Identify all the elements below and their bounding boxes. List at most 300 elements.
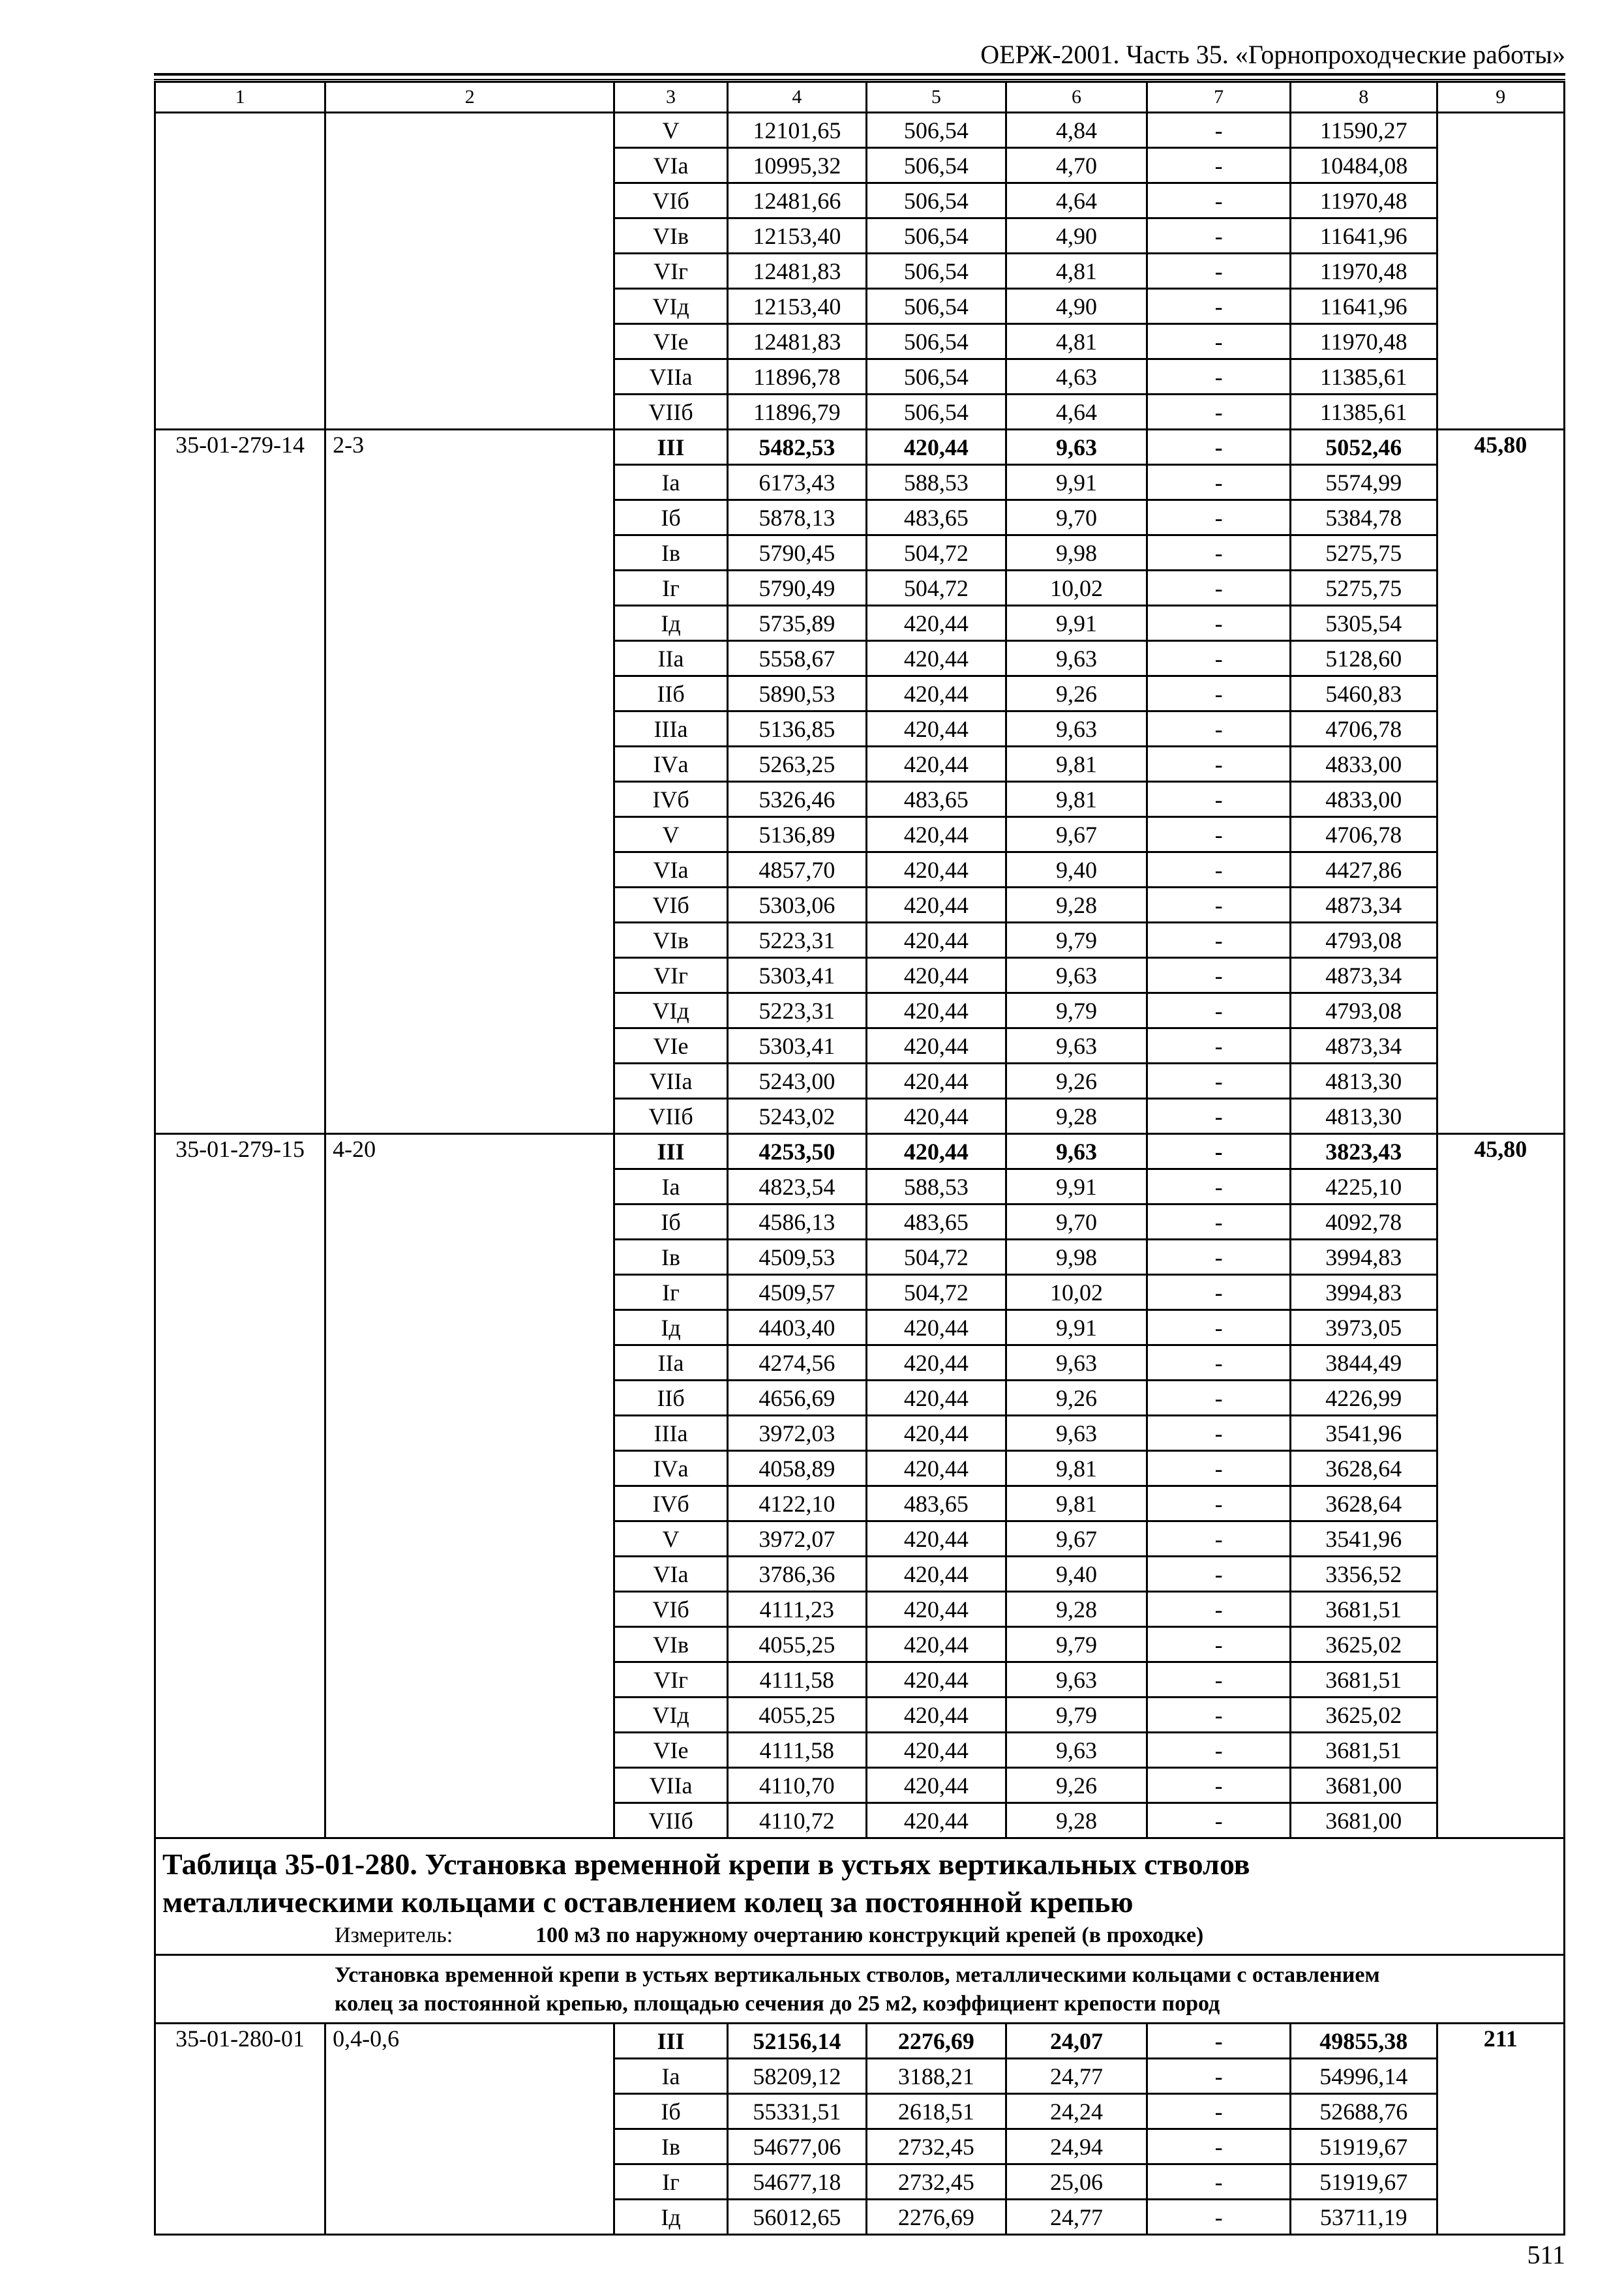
wages: 420,44 bbox=[867, 1381, 1006, 1416]
machinist-wages: - bbox=[1147, 1064, 1291, 1099]
machinist-wages: - bbox=[1147, 1275, 1291, 1310]
machines: 9,79 bbox=[1006, 923, 1147, 958]
materials: 5574,99 bbox=[1290, 465, 1437, 500]
region: IIIа bbox=[614, 711, 727, 747]
wages: 2732,45 bbox=[867, 2164, 1006, 2200]
labor-cost bbox=[1437, 571, 1564, 606]
rate-code bbox=[155, 395, 325, 430]
total-cost: 12153,40 bbox=[727, 218, 867, 254]
region: VIг bbox=[614, 1662, 727, 1698]
total-cost: 4111,23 bbox=[727, 1592, 867, 1627]
machinist-wages: - bbox=[1147, 1204, 1291, 1240]
labor-cost bbox=[1437, 1521, 1564, 1557]
wages: 2276,69 bbox=[867, 2024, 1006, 2059]
rate-code bbox=[155, 1204, 325, 1240]
rock-strength bbox=[325, 535, 614, 571]
column-number-row bbox=[155, 82, 1565, 113]
table-row bbox=[155, 1381, 1565, 1416]
total-cost: 12153,40 bbox=[727, 289, 867, 324]
machinist-wages: - bbox=[1147, 1733, 1291, 1768]
wages: 504,72 bbox=[867, 571, 1006, 606]
rock-strength bbox=[325, 1557, 614, 1592]
table-row bbox=[155, 254, 1565, 289]
rate-code bbox=[155, 1064, 325, 1099]
machines: 24,77 bbox=[1006, 2200, 1147, 2235]
materials: 4873,34 bbox=[1290, 958, 1437, 993]
labor-cost bbox=[1437, 606, 1564, 641]
total-cost: 5558,67 bbox=[727, 641, 867, 676]
machines: 9,63 bbox=[1006, 1028, 1147, 1064]
table-row bbox=[155, 395, 1565, 430]
machines: 9,63 bbox=[1006, 641, 1147, 676]
region: VIа bbox=[614, 148, 727, 183]
table-row bbox=[155, 218, 1565, 254]
materials: 3681,51 bbox=[1290, 1733, 1437, 1768]
machines: 9,40 bbox=[1006, 852, 1147, 888]
wages: 420,44 bbox=[867, 852, 1006, 888]
rate-code bbox=[155, 2094, 325, 2129]
wages: 506,54 bbox=[867, 148, 1006, 183]
materials: 3541,96 bbox=[1290, 1521, 1437, 1557]
region: IVа bbox=[614, 1451, 727, 1486]
machines: 9,26 bbox=[1006, 1381, 1147, 1416]
rock-strength bbox=[325, 2129, 614, 2164]
rock-strength bbox=[325, 113, 614, 148]
labor-cost bbox=[1437, 888, 1564, 923]
materials: 11385,61 bbox=[1290, 395, 1437, 430]
rate-code bbox=[155, 923, 325, 958]
region: Iб bbox=[614, 2094, 727, 2129]
region: IVб bbox=[614, 782, 727, 817]
labor-cost bbox=[1437, 1698, 1564, 1733]
materials: 53711,19 bbox=[1290, 2200, 1437, 2235]
table-row bbox=[155, 1698, 1565, 1733]
table-row bbox=[155, 676, 1565, 711]
wages: 506,54 bbox=[867, 359, 1006, 395]
region: VIб bbox=[614, 183, 727, 218]
table-row bbox=[155, 1803, 1565, 1838]
wages: 483,65 bbox=[867, 500, 1006, 535]
materials: 3681,00 bbox=[1290, 1768, 1437, 1803]
wages: 506,54 bbox=[867, 289, 1006, 324]
total-cost: 4253,50 bbox=[727, 1134, 867, 1169]
region: V bbox=[614, 113, 727, 148]
rock-strength bbox=[325, 817, 614, 852]
rate-code bbox=[155, 1451, 325, 1486]
materials: 5460,83 bbox=[1290, 676, 1437, 711]
labor-cost bbox=[1437, 1345, 1564, 1381]
total-cost: 4055,25 bbox=[727, 1627, 867, 1662]
table-row bbox=[155, 1345, 1565, 1381]
machines: 24,07 bbox=[1006, 2024, 1147, 2059]
rock-strength bbox=[325, 1381, 614, 1416]
rate-code: 35-01-280-01 bbox=[155, 2024, 325, 2059]
materials: 51919,67 bbox=[1290, 2129, 1437, 2164]
table-row bbox=[155, 324, 1565, 359]
table-row bbox=[155, 183, 1565, 218]
rate-code bbox=[155, 782, 325, 817]
machines: 9,26 bbox=[1006, 676, 1147, 711]
materials: 3625,02 bbox=[1290, 1627, 1437, 1662]
labor-cost: 45,80 bbox=[1437, 1134, 1564, 1169]
total-cost: 10995,32 bbox=[727, 148, 867, 183]
labor-cost bbox=[1437, 183, 1564, 218]
region: III bbox=[614, 1134, 727, 1169]
wages: 588,53 bbox=[867, 1169, 1006, 1204]
rock-strength bbox=[325, 676, 614, 711]
rock-strength bbox=[325, 1521, 614, 1557]
materials: 4813,30 bbox=[1290, 1064, 1437, 1099]
rate-code bbox=[155, 2164, 325, 2200]
machinist-wages: - bbox=[1147, 183, 1291, 218]
rock-strength bbox=[325, 2094, 614, 2129]
machines: 9,28 bbox=[1006, 888, 1147, 923]
region: Iв bbox=[614, 1240, 727, 1275]
total-cost: 4509,53 bbox=[727, 1240, 867, 1275]
total-cost: 4403,40 bbox=[727, 1310, 867, 1345]
rate-code bbox=[155, 747, 325, 782]
machinist-wages: - bbox=[1147, 218, 1291, 254]
wages: 420,44 bbox=[867, 430, 1006, 465]
rate-code bbox=[155, 465, 325, 500]
machines: 25,06 bbox=[1006, 2164, 1147, 2200]
total-cost: 5878,13 bbox=[727, 500, 867, 535]
wages: 2618,51 bbox=[867, 2094, 1006, 2129]
table-row bbox=[155, 1451, 1565, 1486]
column-number: 9 bbox=[1437, 82, 1564, 113]
wages: 504,72 bbox=[867, 535, 1006, 571]
rate-code bbox=[155, 183, 325, 218]
wages: 420,44 bbox=[867, 606, 1006, 641]
region: Iг bbox=[614, 571, 727, 606]
materials: 11641,96 bbox=[1290, 289, 1437, 324]
machinist-wages: - bbox=[1147, 1451, 1291, 1486]
labor-cost bbox=[1437, 1557, 1564, 1592]
rock-strength bbox=[325, 1240, 614, 1275]
machinist-wages: - bbox=[1147, 1416, 1291, 1451]
rock-strength bbox=[325, 888, 614, 923]
total-cost: 52156,14 bbox=[727, 2024, 867, 2059]
materials: 4226,99 bbox=[1290, 1381, 1437, 1416]
materials: 3628,64 bbox=[1290, 1451, 1437, 1486]
machines: 9,63 bbox=[1006, 1345, 1147, 1381]
table-row bbox=[155, 1064, 1565, 1099]
page-number: 511 bbox=[1527, 2240, 1565, 2269]
machinist-wages: - bbox=[1147, 1099, 1291, 1134]
table-row bbox=[155, 2024, 1565, 2059]
region: VIг bbox=[614, 958, 727, 993]
rate-code bbox=[155, 711, 325, 747]
region: VIIа bbox=[614, 359, 727, 395]
table-row bbox=[155, 2094, 1565, 2129]
materials: 11590,27 bbox=[1290, 113, 1437, 148]
machines: 9,67 bbox=[1006, 817, 1147, 852]
rate-code: 35-01-279-15 bbox=[155, 1134, 325, 1169]
materials: 3973,05 bbox=[1290, 1310, 1437, 1345]
rate-code bbox=[155, 500, 325, 535]
labor-cost bbox=[1437, 359, 1564, 395]
rock-strength bbox=[325, 1803, 614, 1838]
rock-strength: 2-3 bbox=[325, 430, 614, 465]
wages: 420,44 bbox=[867, 1521, 1006, 1557]
labor-cost bbox=[1437, 2200, 1564, 2235]
total-cost: 58209,12 bbox=[727, 2059, 867, 2094]
table-row bbox=[155, 148, 1565, 183]
labor-cost bbox=[1437, 2164, 1564, 2200]
machinist-wages: - bbox=[1147, 2024, 1291, 2059]
wages: 3188,21 bbox=[867, 2059, 1006, 2094]
wages: 506,54 bbox=[867, 183, 1006, 218]
machines: 9,63 bbox=[1006, 1134, 1147, 1169]
work-description-line: Установка временной крепи в устьях вертикальных стволов, металлическими кольцами с оставлением bbox=[335, 1963, 1380, 1987]
region: VIIа bbox=[614, 1768, 727, 1803]
total-cost: 12481,83 bbox=[727, 324, 867, 359]
region: VIа bbox=[614, 852, 727, 888]
machines: 4,81 bbox=[1006, 324, 1147, 359]
machinist-wages: - bbox=[1147, 606, 1291, 641]
machinist-wages: - bbox=[1147, 1557, 1291, 1592]
rate-code bbox=[155, 359, 325, 395]
rock-strength bbox=[325, 289, 614, 324]
table-row bbox=[155, 1416, 1565, 1451]
total-cost: 5482,53 bbox=[727, 430, 867, 465]
table-row bbox=[155, 1521, 1565, 1557]
machines: 9,63 bbox=[1006, 711, 1147, 747]
total-cost: 11896,78 bbox=[727, 359, 867, 395]
total-cost: 5243,02 bbox=[727, 1099, 867, 1134]
rock-strength bbox=[325, 500, 614, 535]
table-row bbox=[155, 500, 1565, 535]
labor-cost bbox=[1437, 2059, 1564, 2094]
labor-cost bbox=[1437, 1486, 1564, 1521]
table-row bbox=[155, 2200, 1565, 2235]
table-row bbox=[155, 923, 1565, 958]
labor-cost bbox=[1437, 782, 1564, 817]
wages: 506,54 bbox=[867, 324, 1006, 359]
rate-code bbox=[155, 817, 325, 852]
machines: 10,02 bbox=[1006, 1275, 1147, 1310]
rock-strength bbox=[325, 606, 614, 641]
machines: 4,90 bbox=[1006, 289, 1147, 324]
wages: 483,65 bbox=[867, 782, 1006, 817]
table-row bbox=[155, 1592, 1565, 1627]
rate-code bbox=[155, 218, 325, 254]
machines: 9,63 bbox=[1006, 1733, 1147, 1768]
labor-cost bbox=[1437, 1803, 1564, 1838]
machinist-wages: - bbox=[1147, 535, 1291, 571]
labor-cost bbox=[1437, 535, 1564, 571]
machinist-wages: - bbox=[1147, 324, 1291, 359]
region: VIе bbox=[614, 1028, 727, 1064]
materials: 3681,51 bbox=[1290, 1662, 1437, 1698]
materials: 11641,96 bbox=[1290, 218, 1437, 254]
rock-strength bbox=[325, 1099, 614, 1134]
machines: 9,28 bbox=[1006, 1803, 1147, 1838]
wages: 420,44 bbox=[867, 1064, 1006, 1099]
labor-cost bbox=[1437, 395, 1564, 430]
region: Iв bbox=[614, 2129, 727, 2164]
wages: 506,54 bbox=[867, 113, 1006, 148]
machinist-wages: - bbox=[1147, 2129, 1291, 2164]
materials: 51919,67 bbox=[1290, 2164, 1437, 2200]
region: Iг bbox=[614, 1275, 727, 1310]
materials: 3681,51 bbox=[1290, 1592, 1437, 1627]
wages: 420,44 bbox=[867, 747, 1006, 782]
region: IVб bbox=[614, 1486, 727, 1521]
table-row bbox=[155, 817, 1565, 852]
total-cost: 4122,10 bbox=[727, 1486, 867, 1521]
region: VIв bbox=[614, 218, 727, 254]
machines: 9,91 bbox=[1006, 606, 1147, 641]
rate-code bbox=[155, 993, 325, 1028]
total-cost: 5790,45 bbox=[727, 535, 867, 571]
region: VIв bbox=[614, 1627, 727, 1662]
rate-code bbox=[155, 1627, 325, 1662]
machines: 9,98 bbox=[1006, 535, 1147, 571]
total-cost: 5326,46 bbox=[727, 782, 867, 817]
rock-strength bbox=[325, 1698, 614, 1733]
table-row bbox=[155, 1099, 1565, 1134]
region: V bbox=[614, 817, 727, 852]
machinist-wages: - bbox=[1147, 395, 1291, 430]
region: VIв bbox=[614, 923, 727, 958]
rock-strength bbox=[325, 1627, 614, 1662]
rate-code bbox=[155, 571, 325, 606]
measurement-value: 100 м3 по наружному очертанию конструкций крепей (в проходке) bbox=[535, 1923, 1204, 1947]
total-cost: 54677,18 bbox=[727, 2164, 867, 2200]
labor-cost bbox=[1437, 1028, 1564, 1064]
materials: 52688,76 bbox=[1290, 2094, 1437, 2129]
labor-cost bbox=[1437, 676, 1564, 711]
rock-strength bbox=[325, 1310, 614, 1345]
region: VIIб bbox=[614, 395, 727, 430]
materials: 4706,78 bbox=[1290, 711, 1437, 747]
rate-code: 35-01-279-14 bbox=[155, 430, 325, 465]
labor-cost bbox=[1437, 218, 1564, 254]
region: III bbox=[614, 2024, 727, 2059]
rate-code bbox=[155, 1381, 325, 1416]
machinist-wages: - bbox=[1147, 2059, 1291, 2094]
machines: 9,81 bbox=[1006, 782, 1147, 817]
materials: 4833,00 bbox=[1290, 747, 1437, 782]
wages: 420,44 bbox=[867, 1698, 1006, 1733]
rock-strength bbox=[325, 1768, 614, 1803]
rate-code bbox=[155, 2059, 325, 2094]
table-row bbox=[155, 2129, 1565, 2164]
rate-code bbox=[155, 1803, 325, 1838]
total-cost: 56012,65 bbox=[727, 2200, 867, 2235]
table-row bbox=[155, 1310, 1565, 1345]
total-cost: 5136,89 bbox=[727, 817, 867, 852]
machines: 4,84 bbox=[1006, 113, 1147, 148]
rate-code bbox=[155, 2129, 325, 2164]
rate-code bbox=[155, 1733, 325, 1768]
materials: 4706,78 bbox=[1290, 817, 1437, 852]
rate-code bbox=[155, 1486, 325, 1521]
table-row bbox=[155, 1768, 1565, 1803]
wages: 420,44 bbox=[867, 1592, 1006, 1627]
machines: 9,70 bbox=[1006, 500, 1147, 535]
machines: 9,67 bbox=[1006, 1521, 1147, 1557]
machinist-wages: - bbox=[1147, 1381, 1291, 1416]
machines: 9,28 bbox=[1006, 1592, 1147, 1627]
wages: 506,54 bbox=[867, 395, 1006, 430]
machinist-wages: - bbox=[1147, 641, 1291, 676]
table-row bbox=[155, 430, 1565, 465]
materials: 4427,86 bbox=[1290, 852, 1437, 888]
rock-strength bbox=[325, 218, 614, 254]
table-row bbox=[155, 958, 1565, 993]
rate-code bbox=[155, 535, 325, 571]
labor-cost: 211 bbox=[1437, 2024, 1564, 2059]
column-number: 8 bbox=[1290, 82, 1437, 113]
labor-cost bbox=[1437, 1204, 1564, 1240]
machinist-wages: - bbox=[1147, 1028, 1291, 1064]
column-number: 3 bbox=[614, 82, 727, 113]
materials: 11970,48 bbox=[1290, 254, 1437, 289]
rock-strength bbox=[325, 1451, 614, 1486]
region: VIIа bbox=[614, 1064, 727, 1099]
total-cost: 5790,49 bbox=[727, 571, 867, 606]
total-cost: 4857,70 bbox=[727, 852, 867, 888]
rock-strength bbox=[325, 1592, 614, 1627]
materials: 4225,10 bbox=[1290, 1169, 1437, 1204]
labor-cost bbox=[1437, 923, 1564, 958]
labor-cost bbox=[1437, 817, 1564, 852]
region: VIд bbox=[614, 993, 727, 1028]
materials: 54996,14 bbox=[1290, 2059, 1437, 2094]
total-cost: 4058,89 bbox=[727, 1451, 867, 1486]
machinist-wages: - bbox=[1147, 571, 1291, 606]
materials: 3541,96 bbox=[1290, 1416, 1437, 1451]
labor-cost bbox=[1437, 289, 1564, 324]
labor-cost bbox=[1437, 254, 1564, 289]
machines: 9,26 bbox=[1006, 1064, 1147, 1099]
rate-code bbox=[155, 1557, 325, 1592]
table-row bbox=[155, 1134, 1565, 1169]
table-row bbox=[155, 359, 1565, 395]
rate-code bbox=[155, 148, 325, 183]
machinist-wages: - bbox=[1147, 148, 1291, 183]
rates-table bbox=[154, 81, 1565, 2236]
machines: 9,91 bbox=[1006, 465, 1147, 500]
machines: 24,24 bbox=[1006, 2094, 1147, 2129]
table-row bbox=[155, 2059, 1565, 2094]
rate-code bbox=[155, 1768, 325, 1803]
region: Iа bbox=[614, 2059, 727, 2094]
wages: 420,44 bbox=[867, 923, 1006, 958]
total-cost: 55331,51 bbox=[727, 2094, 867, 2129]
rate-code bbox=[155, 641, 325, 676]
table-row bbox=[155, 289, 1565, 324]
wages: 420,44 bbox=[867, 1557, 1006, 1592]
materials: 5275,75 bbox=[1290, 571, 1437, 606]
wages: 483,65 bbox=[867, 1486, 1006, 1521]
wages: 420,44 bbox=[867, 958, 1006, 993]
rock-strength bbox=[325, 465, 614, 500]
column-number: 7 bbox=[1147, 82, 1291, 113]
labor-cost bbox=[1437, 1310, 1564, 1345]
machinist-wages: - bbox=[1147, 1698, 1291, 1733]
machinist-wages: - bbox=[1147, 1592, 1291, 1627]
rate-code bbox=[155, 852, 325, 888]
machines: 4,64 bbox=[1006, 183, 1147, 218]
machines: 4,90 bbox=[1006, 218, 1147, 254]
machinist-wages: - bbox=[1147, 993, 1291, 1028]
machines: 9,79 bbox=[1006, 993, 1147, 1028]
rate-code bbox=[155, 606, 325, 641]
table-title: Таблица 35-01-280. Установка временной крепи в устьях вертикальных стволов bbox=[162, 1848, 1250, 1881]
